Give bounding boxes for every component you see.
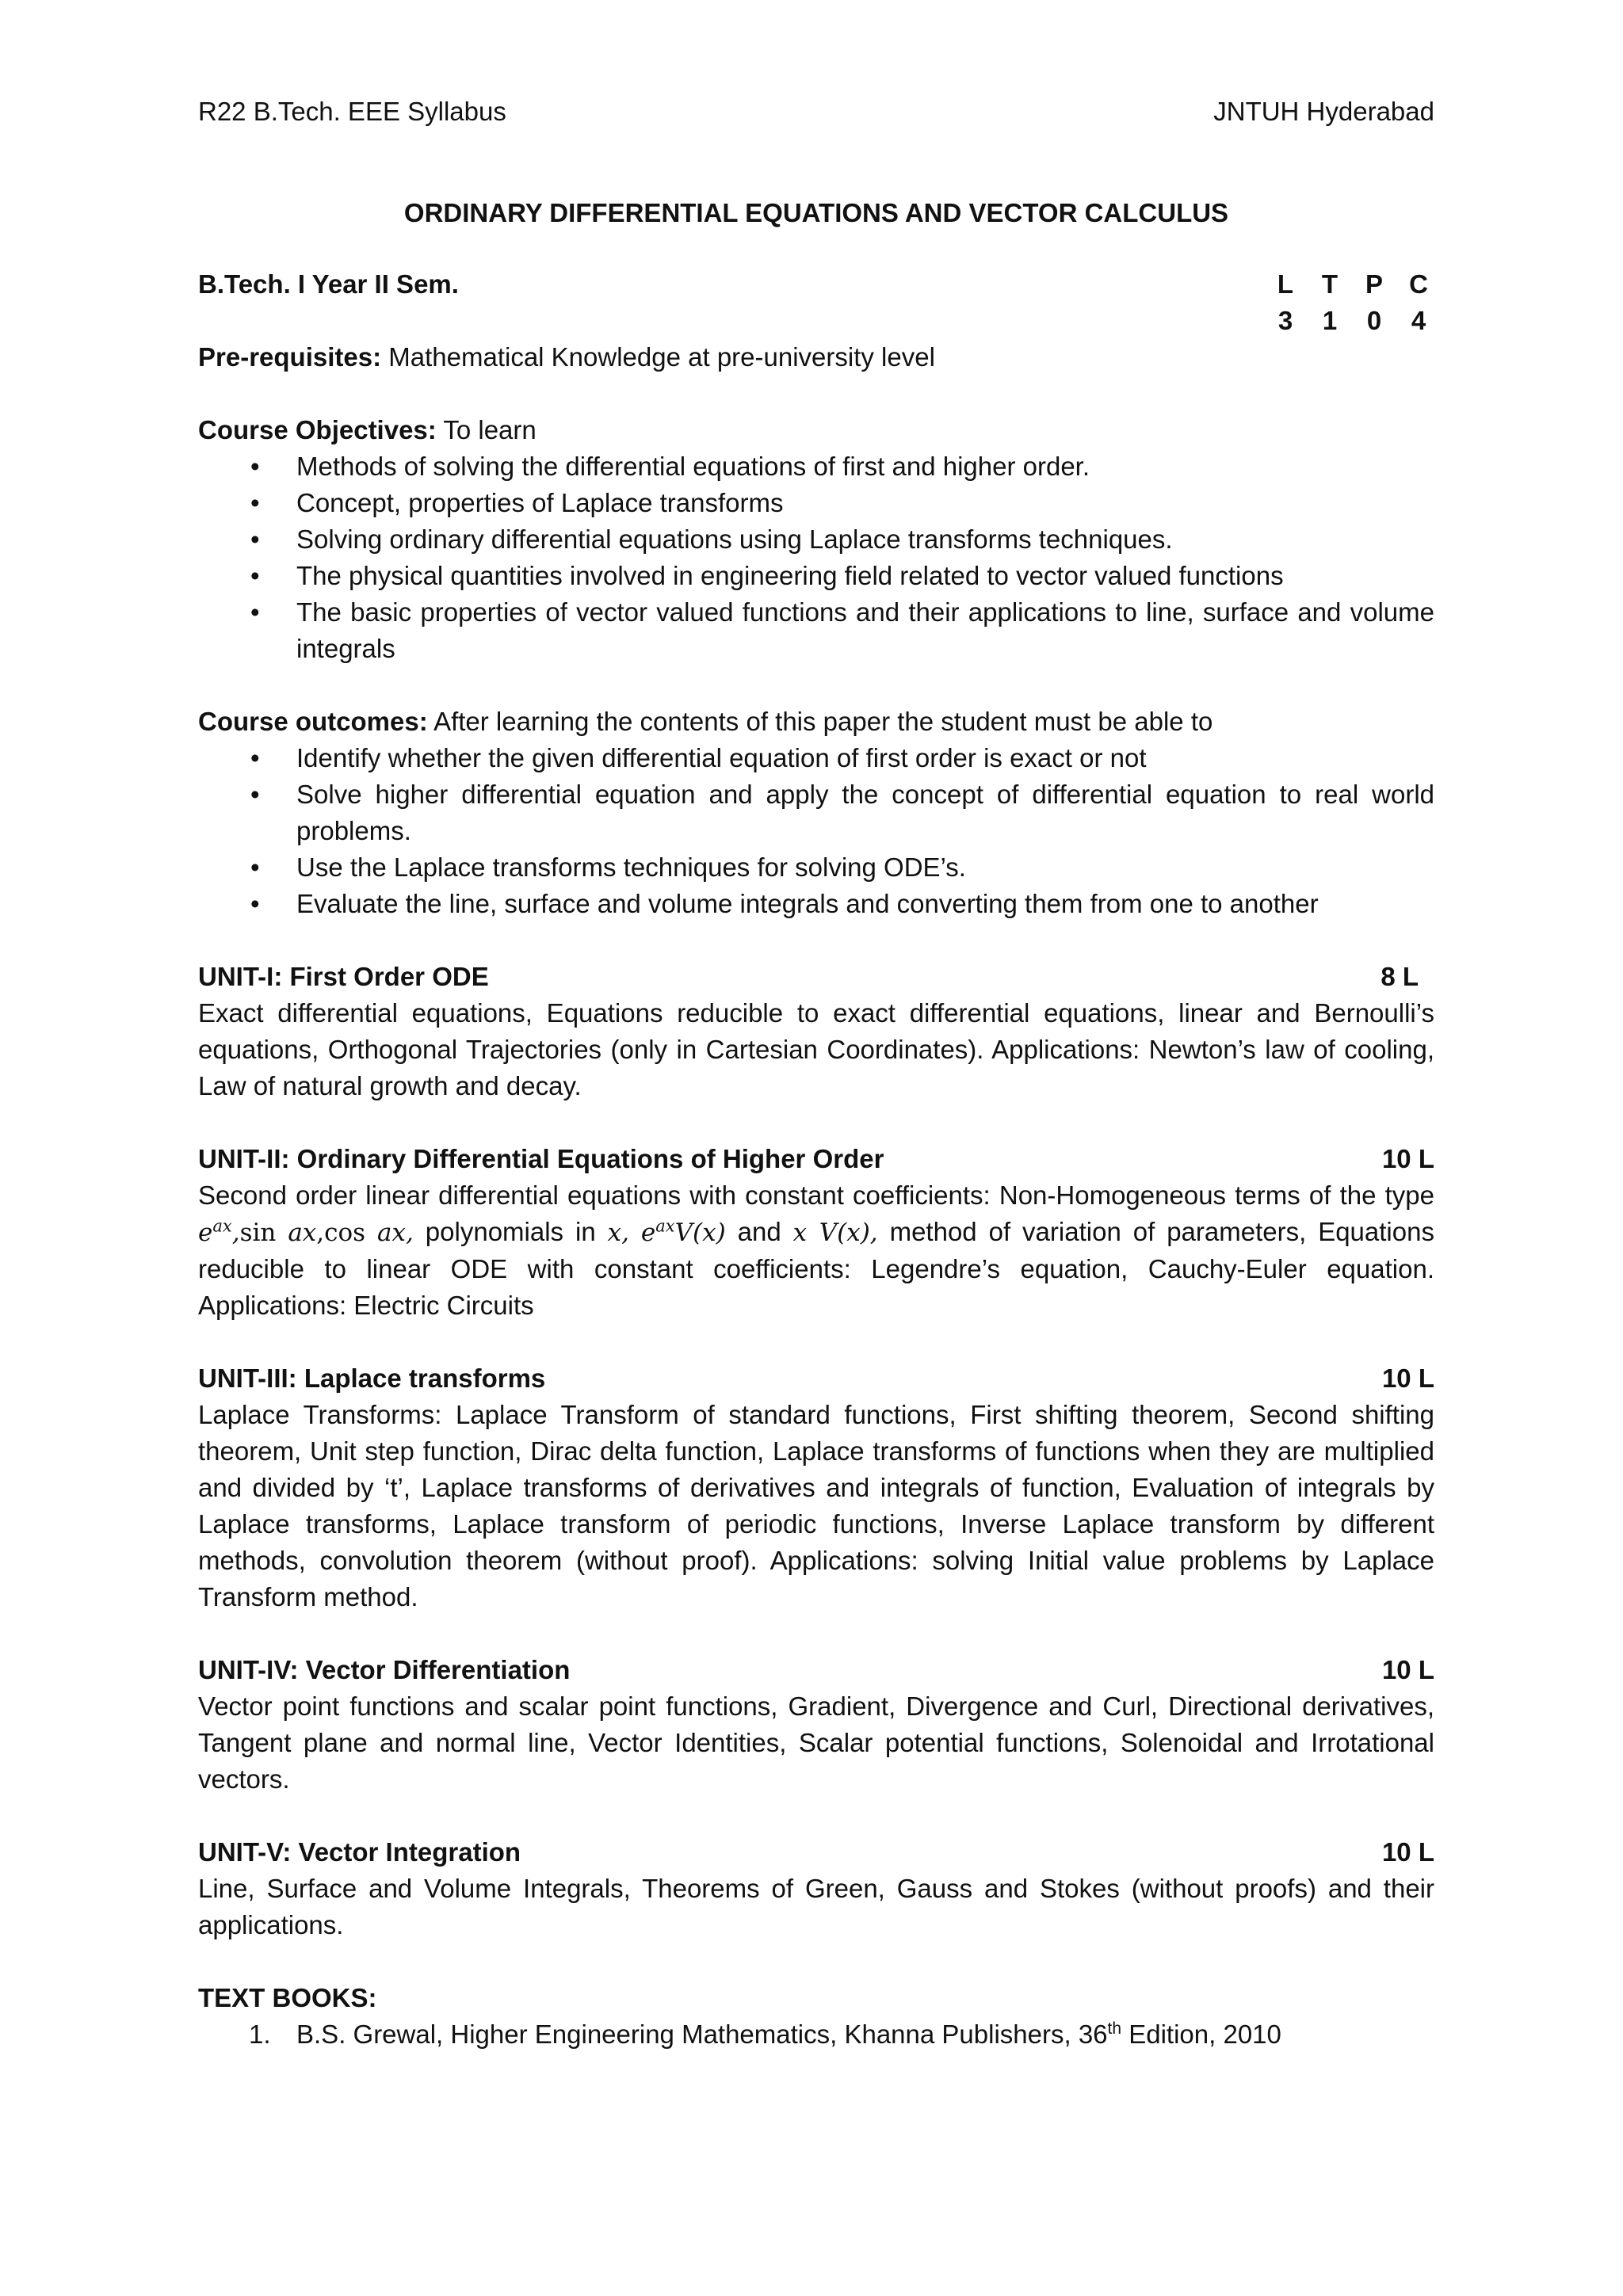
- unit-3-heading: [198, 1360, 1434, 1397]
- book-number: 1.: [249, 2019, 271, 2049]
- main-content: [198, 266, 1434, 2053]
- outcomes-intro: After learning the contents of this paper the student must be able to: [427, 707, 1213, 736]
- list-item: • The physical quantities involved in engineering field related to vector valued functions: [198, 558, 1434, 594]
- ltpc-value-p: 0: [1366, 306, 1382, 335]
- unit-4-title: UNIT-IV: Vector Differentiation: [198, 1655, 571, 1684]
- unit-2-body: [198, 1177, 1434, 1324]
- ltpc-header-t: T: [1321, 269, 1338, 299]
- unit-2-ax: ax: [288, 1219, 317, 1247]
- course-title: ORDINARY DIFFERENTIAL EQUATIONS AND VECTOR CALCULUS: [403, 198, 1229, 227]
- ltpc-value-l: 3: [1277, 306, 1293, 335]
- course-outcomes: [198, 704, 1434, 922]
- list-item: • Solving ordinary differential equations using Laplace transforms techniques.: [198, 521, 1434, 558]
- unit-1: [198, 959, 1434, 1104]
- unit-5: [198, 1834, 1434, 1943]
- semester-label: B.Tech. I Year II Sem.: [198, 269, 459, 299]
- unit-2-and: and: [737, 1217, 781, 1246]
- outcomes-list: [198, 740, 1434, 922]
- unit-2-polynomials: polynomials in: [425, 1217, 596, 1246]
- unit-2-rest: method of variation of parameters, Equations reducible to linear ODE with constant coefficients: Legendre’s equation, Cauchy-Euler equation. Applications: Electric Circuits: [198, 1217, 1434, 1320]
- prerequisites: [198, 339, 1434, 376]
- header-syllabus-label: R22 B.Tech. EEE Syllabus: [198, 97, 506, 126]
- prerequisites-text: Mathematical Knowledge at pre-university level: [381, 342, 935, 372]
- objectives-list: [198, 448, 1434, 667]
- unit-2: [198, 1141, 1434, 1324]
- unit-5-heading: [198, 1834, 1434, 1871]
- objectives-intro-line: [198, 412, 1434, 448]
- unit-1-hours: 8 L: [1381, 962, 1419, 991]
- unit-2-x: x,: [607, 1219, 629, 1247]
- text-books: [198, 1980, 1434, 2053]
- unit-1-body: Exact differential equations, Equations reducible to exact differential equations, linear and Bernoulli’s equations, Orthogonal Trajectories (only in Cartesian Coordinates). Applications: Newton’s law of cooling, Law of natural growth and decay.: [198, 998, 1434, 1100]
- ltpc-value-t: 1: [1322, 306, 1338, 335]
- list-item: • The basic properties of vector valued functions and their applications to line, surface and volume integrals: [198, 594, 1434, 667]
- list-item: • Evaluate the line, surface and volume integrals and converting them from one to another: [198, 886, 1434, 922]
- list-item: • Methods of solving the differential equations of first and higher order.: [198, 448, 1434, 485]
- unit-3-body: Laplace Transforms: Laplace Transform of standard functions, First shifting theorem, Second shifting theorem, Unit step function, Dirac delta function, Laplace transforms of functions when they are multiplied and divided by ‘t’, Laplace transforms of derivatives and integrals of function, Evaluation of integrals by Laplace transforms, Laplace transform of periodic functions, Inverse Laplace transform by different methods, convolution theorem (without proof). Applications: solving Initial value problems by Laplace Transform method.: [198, 1400, 1434, 1611]
- unit-2-comma: ,: [316, 1219, 325, 1247]
- unit-4-hours: 10 L: [1381, 1655, 1434, 1684]
- outcomes-intro-line: [198, 704, 1434, 740]
- list-item: [198, 2016, 1434, 2053]
- list-item: • Use the Laplace transforms techniques for solving ODE’s.: [198, 849, 1434, 886]
- unit-2-hours: 10 L: [1381, 1144, 1434, 1173]
- book-edition-suffix: th: [1107, 2019, 1122, 2038]
- unit-5-body: Line, Surface and Volume Integrals, Theorems of Green, Gauss and Stokes (without proofs) and their applications.: [198, 1874, 1434, 1939]
- objectives-label: Course Objectives:: [198, 415, 437, 444]
- book-citation-end: Edition, 2010: [1121, 2019, 1281, 2049]
- unit-2-e-ax-vx: $e^{ax}V(x)$: [640, 1216, 726, 1247]
- unit-4-heading: [198, 1652, 1434, 1688]
- list-item: • Concept, properties of Laplace transforms: [198, 485, 1434, 521]
- ltpc-value-c: 4: [1411, 306, 1426, 335]
- ltpc-header-l: L: [1277, 269, 1294, 299]
- ltpc-grid: [1263, 266, 1441, 339]
- unit-3: [198, 1360, 1434, 1615]
- unit-3-hours: 10 L: [1381, 1363, 1434, 1393]
- header-university-label: JNTUH Hyderabad: [1213, 97, 1434, 126]
- unit-2-title: UNIT-II: Ordinary Differential Equations of Higher Order: [198, 1144, 884, 1173]
- unit-5-title: UNIT-V: Vector Integration: [198, 1837, 521, 1867]
- unit-1-title: UNIT-I: First Order ODE: [198, 962, 489, 991]
- unit-4-body: Vector point functions and scalar point functions, Gradient, Divergence and Curl, Directional derivatives, Tangent plane and normal line, Vector Identities, Scalar potential functions, Solenoidal and Irrotational vectors.: [198, 1691, 1434, 1794]
- unit-2-heading: [198, 1141, 1434, 1177]
- ltpc-header-p: P: [1365, 269, 1383, 299]
- unit-2-cos: cos: [324, 1219, 366, 1247]
- outcomes-label: Course outcomes:: [198, 707, 428, 736]
- list-item: • Identify whether the given differential equation of first order is exact or not: [198, 740, 1434, 776]
- book-citation-main: B.S. Grewal, Higher Engineering Mathematics, Khanna Publishers, 36: [296, 2019, 1108, 2049]
- unit-4: [198, 1652, 1434, 1798]
- text-books-heading: TEXT BOOKS:: [198, 1983, 377, 2012]
- objectives-intro: To learn: [436, 415, 537, 444]
- course-objectives: [198, 412, 1434, 667]
- unit-2-e-ax: $e^{ax}$,: [198, 1216, 240, 1247]
- unit-3-title: UNIT-III: Laplace transforms: [198, 1363, 546, 1393]
- unit-2-type-word: type: [1384, 1180, 1434, 1210]
- unit-5-hours: 10 L: [1381, 1837, 1434, 1867]
- ltpc-header-c: C: [1409, 269, 1428, 299]
- unit-2-ax-2: ax,: [377, 1219, 414, 1247]
- unit-2-sin: sin: [239, 1219, 277, 1247]
- unit-1-heading: [198, 959, 1434, 995]
- prerequisites-label: Pre-requisites:: [198, 342, 382, 372]
- unit-2-x-vx: x V(x),: [792, 1219, 878, 1247]
- unit-2-line1: Second order linear differential equations with constant coefficients: Non-Homogeneous terms of the: [198, 1180, 1377, 1210]
- list-item: • Solve higher differential equation and apply the concept of differential equation to real world problems.: [198, 776, 1434, 849]
- semester-row: [198, 266, 1434, 339]
- text-books-list: [198, 2016, 1434, 2053]
